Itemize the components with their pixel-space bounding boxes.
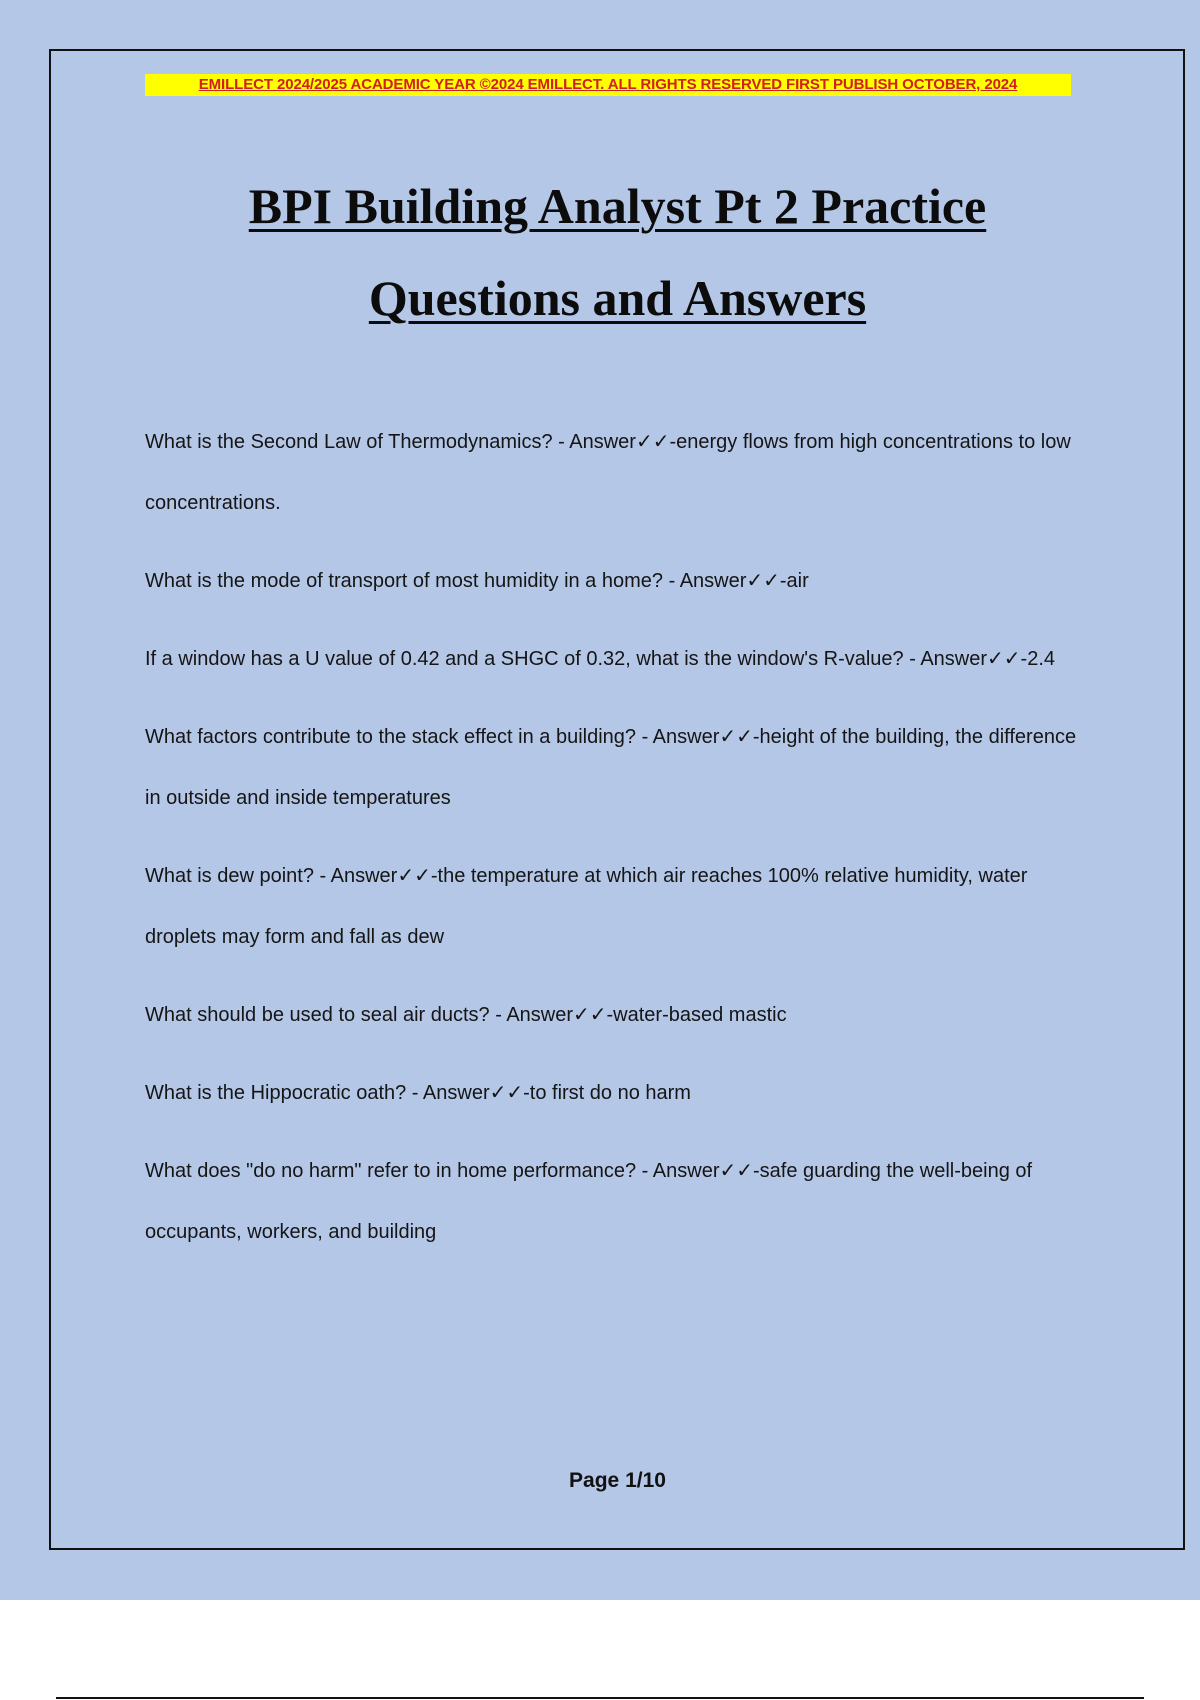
document-title: [100, 160, 1135, 344]
page-number: Page 1/10: [569, 1469, 666, 1492]
qa-item-stack-effect: What factors contribute to the stack effect in a building? - Answer✓✓-height of the building, the difference in outside and inside temperatures: [145, 726, 1077, 809]
qa-item-second-law: What is the Second Law of Thermodynamics? - Answer✓✓-energy flows from high concentrations to low concentrations.: [145, 431, 1071, 514]
qa-item-window-r-value: If a window has a U value of 0.42 and a SHGC of 0.32, what is the window's R-value? - Answer✓✓-2.4: [145, 648, 1056, 670]
qa-item-humidity-transport: What is the mode of transport of most humidity in a home? - Answer✓✓-air: [145, 570, 809, 592]
qa-item-do-no-harm: What does "do no harm" refer to in home performance? - Answer✓✓-safe guarding the well-being of occupants, workers, and building: [145, 1160, 1033, 1243]
qa-list: [145, 412, 1080, 1280]
qa-item-hippocratic-oath: What is the Hippocratic oath? - Answer✓✓-to first do no harm: [145, 1082, 691, 1104]
copyright-banner: EMILLECT 2024/2025 ACADEMIC YEAR ©2024 EMILLECT. ALL RIGHTS RESERVED FIRST PUBLISH OCTOBER, 2024: [145, 74, 1071, 96]
qa-item-seal-ducts: What should be used to seal air ducts? - Answer✓✓-water-based mastic: [145, 1004, 787, 1026]
bottom-divider: [56, 1697, 1144, 1699]
title-line-2: Questions and Answers: [368, 270, 867, 326]
title-line-1: BPI Building Analyst Pt 2 Practice: [248, 178, 987, 234]
qa-item-dew-point: What is dew point? - Answer✓✓-the temperature at which air reaches 100% relative humidity, water droplets may form and fall as dew: [145, 865, 1028, 948]
